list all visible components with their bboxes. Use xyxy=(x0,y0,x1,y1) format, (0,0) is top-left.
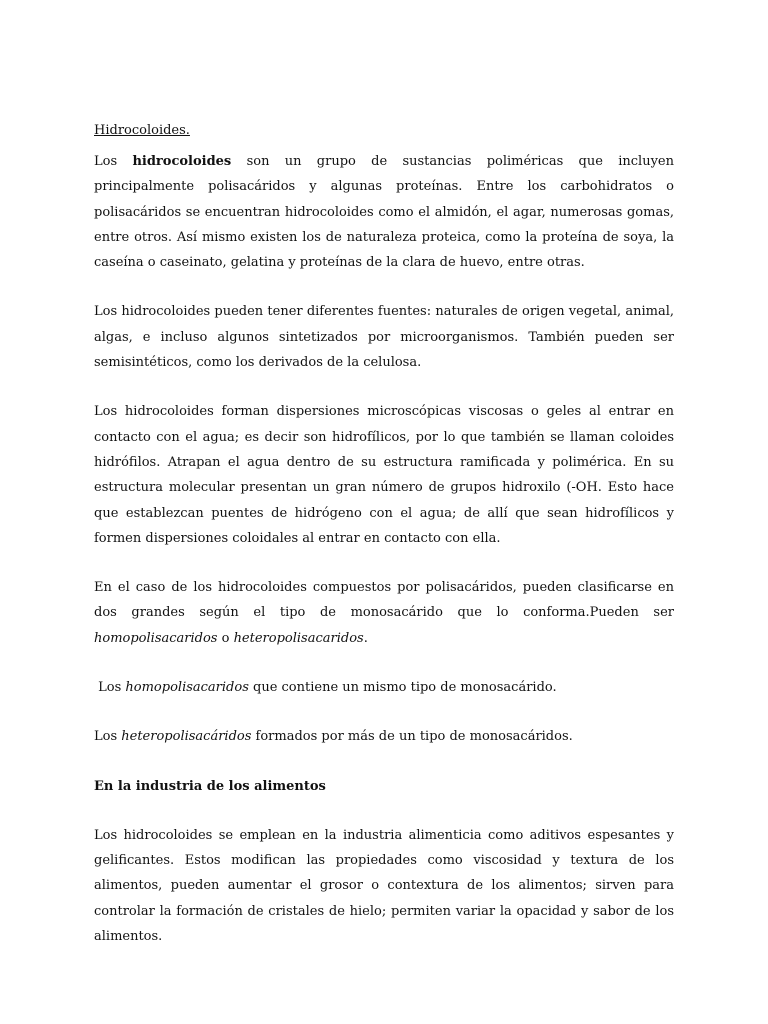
document-title: Hidrocoloides. xyxy=(94,123,190,138)
paragraph-properties: Los hidrocoloides forman dispersiones microscópicas viscosas o geles al entrar en contacto con el agua; es decir son hidrofílicos, por lo que también se llaman coloides hidrófilos. Atrapan el agua dentro de su estructura ramificada y polimérica. En su estructura molecular presentan un gran número de grupos hidroxilo (-OH. Esto hace que establezcan puentes de hidrógeno con el agua; de allí que sean hidrofílicos y formen dispersiones coloidales al entrar en contacto con ella. xyxy=(94,404,674,546)
paragraph-classification xyxy=(94,575,674,651)
paragraph-food-industry: Los hidrocoloides se emplean en la industria alimenticia como aditivos espesantes y gelificantes. Estos modifican las propiedades como viscosidad y textura de los alimentos, pueden aumentar el grosor o contextura de los alimentos; sirven para controlar la formación de cristales de hielo; permiten variar la opacidad y sabor de los alimentos. xyxy=(94,827,674,944)
text-segment: Los xyxy=(94,729,122,745)
text-segment: Los xyxy=(94,154,133,169)
text-segment: formados por más de un tipo de monosacáridos. xyxy=(251,729,573,745)
section-heading: En la industria de los alimentos xyxy=(94,778,326,794)
text-segment: Los xyxy=(94,680,126,696)
italic-term: heteropolisacáridos xyxy=(121,729,252,745)
paragraph-homopolisacaridos xyxy=(94,675,674,700)
paragraph-sources: Los hidrocoloides pueden tener diferentes fuentes: naturales de origen vegetal, animal, algas, e incluso algunos sintetizados por microorganismos. También pueden ser semisintéticos, como los derivados de la celulosa. xyxy=(94,304,674,371)
italic-term: homopolisacaridos xyxy=(125,680,249,696)
italic-term: heteropolisacaridos xyxy=(233,630,364,646)
italic-term: homopolisacaridos xyxy=(94,630,218,646)
text-segment: . xyxy=(363,630,368,646)
text-segment: son un grupo de sustancias poliméricas que incluyen principalmente polisacáridos y algunas proteínas. Entre los carbohidratos o polisacáridos se encuentran hidrocoloides como el almidón, el agar, numerosas gomas, entre otros. Así mismo existen los de naturaleza proteica, como la proteína de soya, la caseína o caseinato, gelatina y proteínas de la clara de huevo, entre otras. xyxy=(94,154,674,271)
paragraph-heteropolisacaridos xyxy=(94,724,674,749)
bold-term: hidrocoloides xyxy=(132,154,232,169)
text-segment: o xyxy=(217,630,234,646)
text-segment: En el caso de los hidrocoloides compuestos por polisacáridos, pueden clasificarse en dos grandes según el tipo de monosacárido que lo conforma.Pueden ser xyxy=(94,580,674,621)
paragraph-definition xyxy=(94,149,674,275)
text-segment: que contiene un mismo tipo de monosacárido. xyxy=(248,680,557,696)
